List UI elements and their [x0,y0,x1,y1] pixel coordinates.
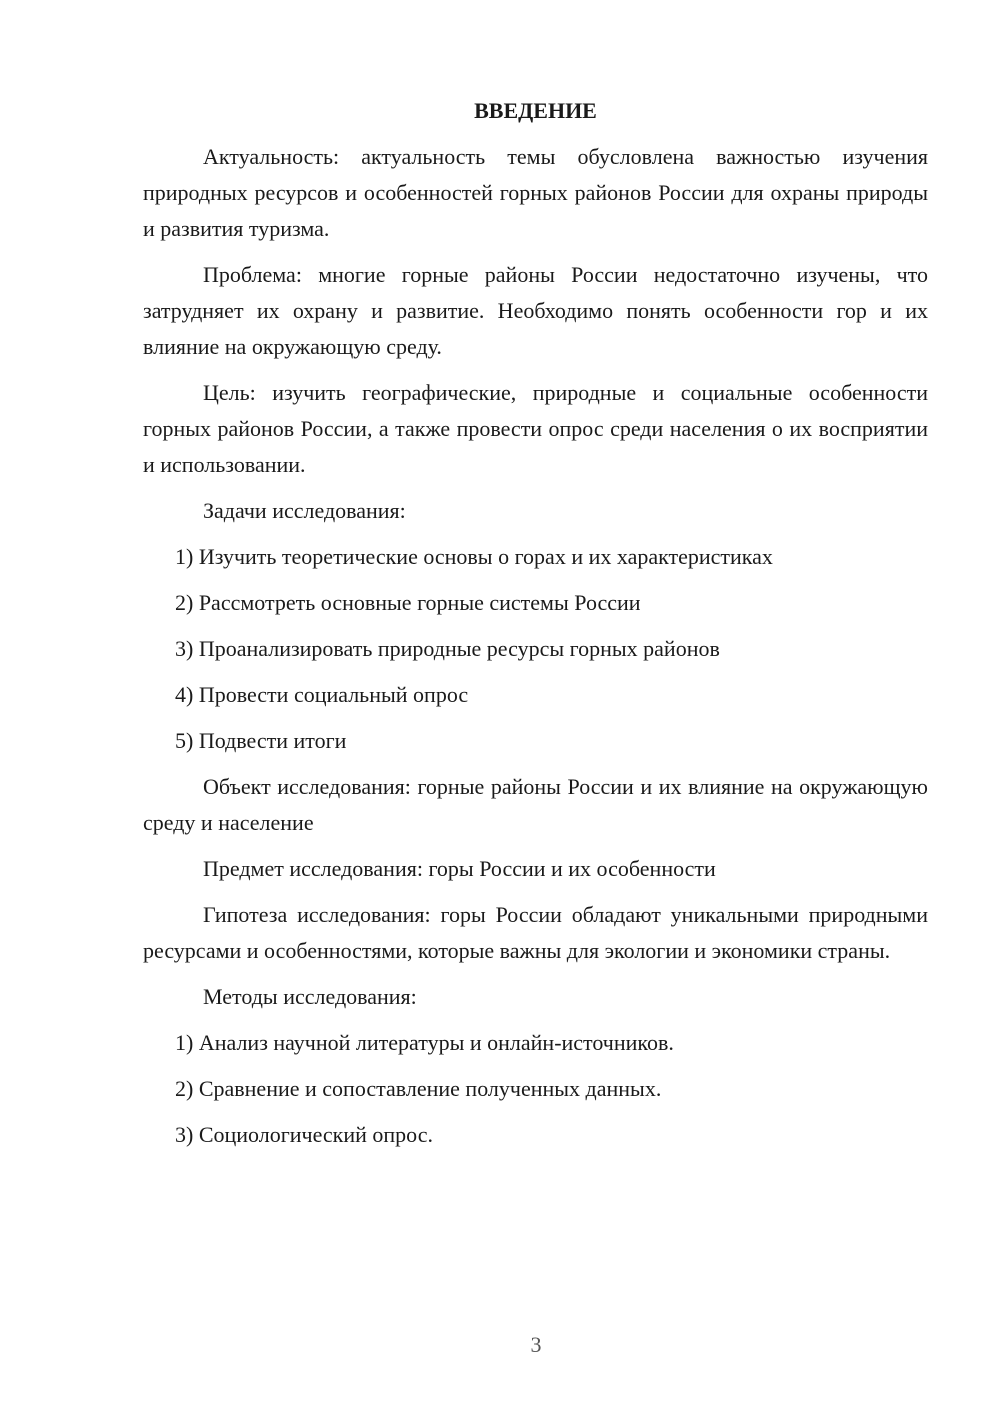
page-number: 3 [530,1332,542,1357]
hypothesis-paragraph: Гипотеза исследования: горы России обладают уникальными природными ресурсами и особенностями, которые важны для экологии и экономики страны. [143,902,928,963]
problem-paragraph: Проблема: многие горные районы России недостаточно изучены, что затрудняет их охрану и развитие. Необходимо понять особенности гор и их влияние на окружающую среду. [143,262,928,359]
document-page [143,93,928,1163]
list-item: 4) Провести социальный опрос [175,682,469,707]
methods-list [143,1025,928,1153]
relevance-paragraph: Актуальность: актуальность темы обусловлена важностью изучения природных ресурсов и особенностей горных районов России для охраны природы и развития туризма. [143,144,928,241]
goal-paragraph: Цель: изучить географические, природные и социальные особенности горных районов России, а также провести опрос среди населения о их восприятии и использовании. [143,380,928,477]
subject-paragraph: Предмет исследования: горы России и их особенности [203,856,716,881]
list-item: 3) Проанализировать природные ресурсы горных районов [175,636,720,661]
list-item: 1) Изучить теоретические основы о горах и их характеристиках [175,544,773,569]
list-item: 5) Подвести итоги [175,728,347,753]
list-item: 1) Анализ научной литературы и онлайн-источников. [175,1030,674,1055]
list-item: 2) Рассмотреть основные горные системы России [175,590,641,615]
tasks-list [143,539,928,759]
section-title: ВВЕДЕНИЕ [474,98,597,123]
tasks-heading: Задачи исследования: [203,498,406,523]
list-item: 3) Социологический опрос. [175,1122,433,1147]
object-paragraph: Объект исследования: горные районы России и их влияние на окружающую среду и население [143,774,928,835]
list-item: 2) Сравнение и сопоставление полученных данных. [175,1076,662,1101]
methods-heading: Методы исследования: [203,984,417,1009]
